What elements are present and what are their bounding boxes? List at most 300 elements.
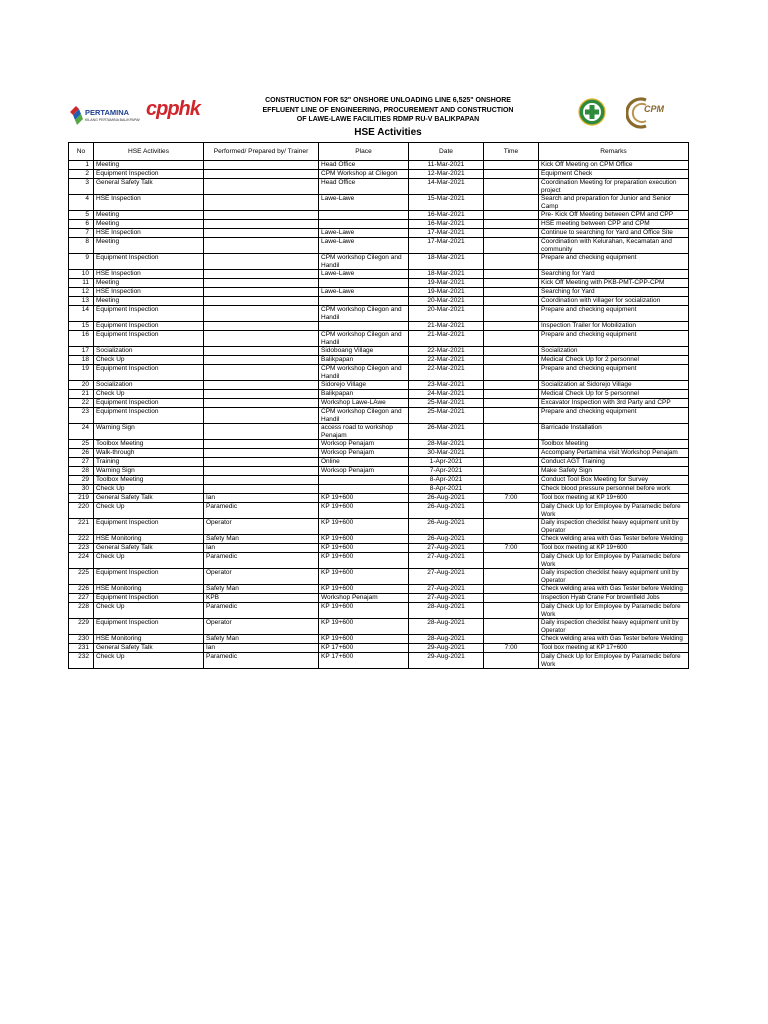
cell-no: 28 — [69, 467, 94, 476]
cell-time — [484, 535, 539, 544]
cell-activity: Socialization — [94, 381, 204, 390]
cell-date: 28-Aug-2021 — [409, 603, 484, 619]
cell-time — [484, 424, 539, 440]
column-header-place: Place — [319, 143, 409, 161]
table-row — [69, 270, 689, 279]
cell-remarks: Coordination with villager for socialization — [539, 297, 689, 306]
cell-place: CPM workshop Cilegon and Handil — [319, 331, 409, 347]
document-header — [68, 90, 688, 142]
cell-time — [484, 449, 539, 458]
cell-no: 2 — [69, 170, 94, 179]
cell-performed-by: KPB — [204, 594, 319, 603]
cell-place: KP 19+600 — [319, 619, 409, 635]
cell-remarks: Conduct AGT Training — [539, 458, 689, 467]
cell-performed-by — [204, 440, 319, 449]
cell-no: 13 — [69, 297, 94, 306]
table-row — [69, 653, 689, 669]
cell-no: 18 — [69, 356, 94, 365]
table-row — [69, 544, 689, 553]
cell-time — [484, 297, 539, 306]
cell-date: 25-Mar-2021 — [409, 408, 484, 424]
table-row — [69, 331, 689, 347]
cell-no: 227 — [69, 594, 94, 603]
cell-date: 20-Mar-2021 — [409, 297, 484, 306]
cell-date: 29-Aug-2021 — [409, 653, 484, 669]
cell-activity: General Safety Talk — [94, 179, 204, 195]
cell-activity: Equipment Inspection — [94, 322, 204, 331]
cell-performed-by: Operator — [204, 569, 319, 585]
cell-activity: Equipment Inspection — [94, 594, 204, 603]
cell-place: Sidoboang Village — [319, 347, 409, 356]
cell-performed-by — [204, 195, 319, 211]
cell-time — [484, 603, 539, 619]
table-row — [69, 635, 689, 644]
cell-performed-by — [204, 331, 319, 347]
table-row — [69, 288, 689, 297]
table-row — [69, 485, 689, 494]
cell-performed-by — [204, 297, 319, 306]
cell-activity: Equipment Inspection — [94, 170, 204, 179]
cell-time — [484, 503, 539, 519]
cell-activity: HSE Monitoring — [94, 535, 204, 544]
cell-performed-by — [204, 449, 319, 458]
cell-place: Lawe-Lawe — [319, 195, 409, 211]
cell-date: 8-Apr-2021 — [409, 476, 484, 485]
cell-no: 221 — [69, 519, 94, 535]
cell-activity: Check Up — [94, 485, 204, 494]
cell-remarks: Prepare and checking equipment — [539, 254, 689, 270]
cell-time — [484, 585, 539, 594]
cell-time — [484, 229, 539, 238]
table-row — [69, 644, 689, 653]
cell-date: 1-Apr-2021 — [409, 458, 484, 467]
cell-place: KP 19+600 — [319, 519, 409, 535]
table-row — [69, 356, 689, 365]
table-row — [69, 408, 689, 424]
cell-remarks: Excavator Inspection with 3rd Party and CPP — [539, 399, 689, 408]
cell-time — [484, 220, 539, 229]
table-row — [69, 390, 689, 399]
cell-activity: Check Up — [94, 603, 204, 619]
cpm-logo — [626, 96, 674, 130]
cell-date: 29-Aug-2021 — [409, 644, 484, 653]
table-row — [69, 306, 689, 322]
cell-place: Online — [319, 458, 409, 467]
cell-time — [484, 170, 539, 179]
cell-date: 11-Mar-2021 — [409, 161, 484, 170]
cell-activity: General Safety Talk — [94, 644, 204, 653]
cell-activity: General Safety Talk — [94, 544, 204, 553]
table-row — [69, 503, 689, 519]
cell-remarks: Check blood pressure personnel before work — [539, 485, 689, 494]
table-header-row — [69, 143, 689, 161]
cell-activity: Toolbox Meeting — [94, 476, 204, 485]
cell-date: 18-Mar-2021 — [409, 270, 484, 279]
cell-activity: Check Up — [94, 553, 204, 569]
cell-place: KP 19+600 — [319, 585, 409, 594]
cell-remarks: Conduct Tool Box Meeting for Survey — [539, 476, 689, 485]
cell-activity: General Safety Talk — [94, 494, 204, 503]
cell-no: 24 — [69, 424, 94, 440]
cell-date: 26-Aug-2021 — [409, 494, 484, 503]
cell-time — [484, 322, 539, 331]
cell-activity: Training — [94, 458, 204, 467]
table-row — [69, 381, 689, 390]
cell-time: 7:00 — [484, 544, 539, 553]
cell-place: KP 19+600 — [319, 494, 409, 503]
cell-remarks: Pre- Kick Off Meeting between CPM and CPP — [539, 211, 689, 220]
cell-no: 25 — [69, 440, 94, 449]
cell-place — [319, 297, 409, 306]
table-row — [69, 170, 689, 179]
cell-remarks: Socialization — [539, 347, 689, 356]
cell-no: 22 — [69, 399, 94, 408]
cell-place: CPM workshop Cilegon and Handil — [319, 408, 409, 424]
cell-date: 15-Mar-2021 — [409, 195, 484, 211]
cell-place: Worksop Penajam — [319, 467, 409, 476]
cell-place: KP 17+600 — [319, 653, 409, 669]
cell-performed-by — [204, 161, 319, 170]
cell-date: 28-Aug-2021 — [409, 619, 484, 635]
table-row — [69, 553, 689, 569]
cell-time — [484, 331, 539, 347]
cell-no: 19 — [69, 365, 94, 381]
cell-activity: Meeting — [94, 161, 204, 170]
cell-date: 17-Mar-2021 — [409, 238, 484, 254]
cell-remarks: Searching for Yard — [539, 270, 689, 279]
cell-activity: Meeting — [94, 297, 204, 306]
cell-place: KP 19+600 — [319, 553, 409, 569]
cell-date: 7-Apr-2021 — [409, 467, 484, 476]
pertamina-logo-text: PERTAMINA — [85, 108, 130, 117]
cell-performed-by: Paramedic — [204, 653, 319, 669]
cell-date: 16-Mar-2021 — [409, 220, 484, 229]
cell-no: 6 — [69, 220, 94, 229]
cell-activity: Walk-through — [94, 449, 204, 458]
cell-place: Workshop Lawe-LAwe — [319, 399, 409, 408]
table-row — [69, 322, 689, 331]
table-row — [69, 569, 689, 585]
cell-place — [319, 476, 409, 485]
cell-activity: Meeting — [94, 220, 204, 229]
table-row — [69, 603, 689, 619]
table-row — [69, 476, 689, 485]
table-row — [69, 585, 689, 594]
cell-remarks: Prepare and checking equipment — [539, 306, 689, 322]
cell-no: 4 — [69, 195, 94, 211]
cell-time — [484, 619, 539, 635]
cell-remarks: Medical Check Up for 2 personnel — [539, 356, 689, 365]
cell-performed-by — [204, 238, 319, 254]
cell-performed-by — [204, 270, 319, 279]
cell-remarks: Daily inspection checklist heavy equipment unit by Operator — [539, 569, 689, 585]
cell-place — [319, 220, 409, 229]
cell-activity: Check Up — [94, 356, 204, 365]
cell-performed-by: Paramedic — [204, 503, 319, 519]
table-row — [69, 519, 689, 535]
cell-time — [484, 211, 539, 220]
cell-activity: Equipment Inspection — [94, 519, 204, 535]
cell-time — [484, 238, 539, 254]
cell-activity: Check Up — [94, 390, 204, 399]
cell-time — [484, 458, 539, 467]
cell-performed-by — [204, 476, 319, 485]
table-row — [69, 494, 689, 503]
cell-no: 17 — [69, 347, 94, 356]
cell-remarks: Continue to searching for Yard and Office Site — [539, 229, 689, 238]
cell-activity: Equipment Inspection — [94, 408, 204, 424]
cell-remarks: Tool box meeting at KP 19+600 — [539, 494, 689, 503]
cell-date: 30-Mar-2021 — [409, 449, 484, 458]
cell-date: 23-Mar-2021 — [409, 381, 484, 390]
cell-performed-by: Paramedic — [204, 553, 319, 569]
cell-place: KP 19+600 — [319, 569, 409, 585]
cell-date: 18-Mar-2021 — [409, 254, 484, 270]
cell-date: 22-Mar-2021 — [409, 365, 484, 381]
table-row — [69, 161, 689, 170]
cell-no: 29 — [69, 476, 94, 485]
table-row — [69, 365, 689, 381]
cell-remarks: Check welding area with Gas Tester before Welding — [539, 535, 689, 544]
table-row — [69, 347, 689, 356]
cell-no: 3 — [69, 179, 94, 195]
cell-performed-by: Safety Man — [204, 635, 319, 644]
cell-no: 219 — [69, 494, 94, 503]
cell-place: Lawe-Lawe — [319, 238, 409, 254]
table-body — [69, 161, 689, 669]
cell-remarks: Daily Check Up for Employee by Paramedic before Work — [539, 603, 689, 619]
cell-no: 226 — [69, 585, 94, 594]
cell-remarks: Daily inspection checklist heavy equipment unit by Operator — [539, 619, 689, 635]
cell-place: KP 19+600 — [319, 603, 409, 619]
cell-time — [484, 381, 539, 390]
cell-performed-by — [204, 356, 319, 365]
cell-performed-by — [204, 179, 319, 195]
cell-no: 27 — [69, 458, 94, 467]
cell-time — [484, 553, 539, 569]
cell-performed-by: Ian — [204, 644, 319, 653]
cell-date: 20-Mar-2021 — [409, 306, 484, 322]
cell-activity: Equipment Inspection — [94, 306, 204, 322]
cell-date: 16-Mar-2021 — [409, 211, 484, 220]
cell-no: 30 — [69, 485, 94, 494]
cell-place: Lawe-Lawe — [319, 288, 409, 297]
cell-no: 21 — [69, 390, 94, 399]
cell-remarks: Daily inspection checklist heavy equipment unit by Operator — [539, 519, 689, 535]
cell-performed-by — [204, 408, 319, 424]
cell-no: 16 — [69, 331, 94, 347]
cell-date: 26-Aug-2021 — [409, 535, 484, 544]
cell-performed-by — [204, 211, 319, 220]
cell-date: 25-Mar-2021 — [409, 399, 484, 408]
cell-no: 10 — [69, 270, 94, 279]
cell-activity: Equipment Inspection — [94, 331, 204, 347]
hse-activities-sheet — [68, 90, 688, 669]
table-row — [69, 449, 689, 458]
cell-remarks: Prepare and checking equipment — [539, 365, 689, 381]
table-row — [69, 440, 689, 449]
cell-activity: HSE Monitoring — [94, 585, 204, 594]
cell-no: 231 — [69, 644, 94, 653]
cpphk-logo-text: cpphk — [146, 98, 200, 120]
cell-performed-by — [204, 467, 319, 476]
cell-date: 26-Aug-2021 — [409, 503, 484, 519]
cell-no: 15 — [69, 322, 94, 331]
cell-no: 11 — [69, 279, 94, 288]
cell-place: Balikpapan — [319, 356, 409, 365]
cell-performed-by: Ian — [204, 544, 319, 553]
cell-place: Balikpapan — [319, 390, 409, 399]
table-row — [69, 229, 689, 238]
cell-no: 12 — [69, 288, 94, 297]
cell-performed-by — [204, 288, 319, 297]
cell-date: 14-Mar-2021 — [409, 179, 484, 195]
cell-activity: Meeting — [94, 211, 204, 220]
cell-remarks: Search and preparation for Junior and Senior Camp — [539, 195, 689, 211]
cell-performed-by — [204, 279, 319, 288]
cell-performed-by: Ian — [204, 494, 319, 503]
cell-time — [484, 161, 539, 170]
cell-remarks: Check welding area with Gas Tester before Welding — [539, 635, 689, 644]
cell-remarks: Daily Check Up for Employee by Paramedic before Work — [539, 653, 689, 669]
cell-performed-by: Paramedic — [204, 603, 319, 619]
cell-place — [319, 322, 409, 331]
cell-time — [484, 279, 539, 288]
cell-place: KP 19+600 — [319, 635, 409, 644]
column-header-no: No — [69, 143, 94, 161]
cell-no: 1 — [69, 161, 94, 170]
cell-date: 27-Aug-2021 — [409, 553, 484, 569]
cell-performed-by — [204, 322, 319, 331]
cell-no: 14 — [69, 306, 94, 322]
cell-time — [484, 440, 539, 449]
cell-activity: Equipment Inspection — [94, 569, 204, 585]
cell-time — [484, 356, 539, 365]
cell-performed-by — [204, 390, 319, 399]
cell-no: 8 — [69, 238, 94, 254]
cell-time — [484, 653, 539, 669]
cell-activity: Check Up — [94, 653, 204, 669]
cell-place: Head Office — [319, 161, 409, 170]
cell-time — [484, 569, 539, 585]
cell-time — [484, 365, 539, 381]
cell-place: KP 19+600 — [319, 535, 409, 544]
cell-date: 21-Mar-2021 — [409, 331, 484, 347]
cell-no: 20 — [69, 381, 94, 390]
cell-place: Worksop Penajam — [319, 440, 409, 449]
cell-place: CPM Workshop at Cilegon — [319, 170, 409, 179]
cell-date: 17-Mar-2021 — [409, 229, 484, 238]
table-row — [69, 619, 689, 635]
cell-activity: Toolbox Meeting — [94, 440, 204, 449]
cell-no: 9 — [69, 254, 94, 270]
cell-time — [484, 519, 539, 535]
cell-time — [484, 288, 539, 297]
cell-remarks: Socialization at Sidorejo Village — [539, 381, 689, 390]
cell-time: 7:00 — [484, 494, 539, 503]
cell-no: 222 — [69, 535, 94, 544]
table-row — [69, 279, 689, 288]
table-row — [69, 424, 689, 440]
cell-remarks: Kick Off Meeting on CPM Office — [539, 161, 689, 170]
cell-no: 26 — [69, 449, 94, 458]
cell-remarks: Accompany Pertamina visit Workshop Penajam — [539, 449, 689, 458]
cell-date: 28-Aug-2021 — [409, 635, 484, 644]
cell-place: Lawe-Lawe — [319, 270, 409, 279]
cell-place: CPM workshop Cilegon and Handil — [319, 254, 409, 270]
document-title: HSE Activities — [354, 127, 422, 138]
cell-remarks: Inspection Hyab Crane For brownfield Jobs — [539, 594, 689, 603]
cell-performed-by — [204, 229, 319, 238]
cell-time — [484, 254, 539, 270]
cell-date: 12-Mar-2021 — [409, 170, 484, 179]
cell-performed-by: Safety Man — [204, 535, 319, 544]
cell-performed-by — [204, 365, 319, 381]
cell-activity: HSE Inspection — [94, 288, 204, 297]
cell-date: 26-Aug-2021 — [409, 519, 484, 535]
pertamina-logo — [68, 100, 140, 130]
table-row — [69, 220, 689, 229]
table-row — [69, 458, 689, 467]
cell-place — [319, 211, 409, 220]
cell-date: 19-Mar-2021 — [409, 279, 484, 288]
cell-no: 229 — [69, 619, 94, 635]
cell-date: 22-Mar-2021 — [409, 356, 484, 365]
cell-remarks: Medical Check Up for 5 personnel — [539, 390, 689, 399]
cell-activity: HSE Monitoring — [94, 635, 204, 644]
cell-time — [484, 306, 539, 322]
cell-no: 224 — [69, 553, 94, 569]
cell-time — [484, 399, 539, 408]
cell-time — [484, 635, 539, 644]
cell-performed-by — [204, 220, 319, 229]
cell-date: 26-Mar-2021 — [409, 424, 484, 440]
cell-place: Worksop Penajam — [319, 449, 409, 458]
cell-time — [484, 594, 539, 603]
column-header-remarks: Remarks — [539, 143, 689, 161]
cell-activity: HSE Inspection — [94, 270, 204, 279]
cell-performed-by: Safety Man — [204, 585, 319, 594]
cell-remarks: Inspection Trailer for Mobilization — [539, 322, 689, 331]
cell-time — [484, 179, 539, 195]
cpm-logo-text: CPM — [644, 104, 664, 114]
cell-date: 24-Mar-2021 — [409, 390, 484, 399]
column-header-performed-by: Performed/ Prepared by/ Trainer — [204, 143, 319, 161]
cell-place: CPM workshop Cilegon and Handil — [319, 306, 409, 322]
cell-no: 225 — [69, 569, 94, 585]
cell-performed-by — [204, 381, 319, 390]
column-header-date: Date — [409, 143, 484, 161]
cell-remarks: Daily Check Up for Employee by Paramedic before Work — [539, 553, 689, 569]
cell-remarks: Searching for Yard — [539, 288, 689, 297]
cell-date: 22-Mar-2021 — [409, 347, 484, 356]
cell-time — [484, 195, 539, 211]
cell-no: 220 — [69, 503, 94, 519]
cell-activity: Warning Sign — [94, 467, 204, 476]
cell-performed-by — [204, 424, 319, 440]
cell-activity: Equipment Inspection — [94, 365, 204, 381]
cell-remarks: Kick Off Meeting with PKB-PMT-CPP-CPM — [539, 279, 689, 288]
cell-time — [484, 485, 539, 494]
cell-place: access road to workshop Penajam — [319, 424, 409, 440]
cell-remarks: Daily Check Up for Employee by Paramedic before Work — [539, 503, 689, 519]
cell-remarks: Equipment Check — [539, 170, 689, 179]
cell-activity: Meeting — [94, 279, 204, 288]
cell-date: 27-Aug-2021 — [409, 544, 484, 553]
cell-activity: HSE Inspection — [94, 195, 204, 211]
cell-remarks: Prepare and checking equipment — [539, 331, 689, 347]
table-row — [69, 399, 689, 408]
